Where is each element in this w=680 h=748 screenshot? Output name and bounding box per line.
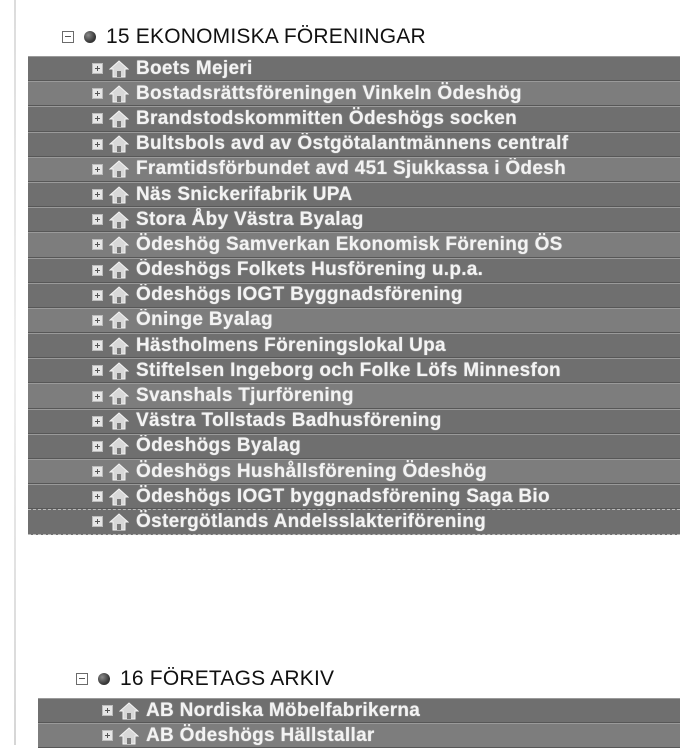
expand-icon[interactable]	[92, 416, 103, 427]
tree-item-label: Ödeshögs IOGT byggnadsförening Saga Bio	[136, 485, 550, 507]
expand-icon[interactable]	[92, 113, 103, 124]
expand-icon[interactable]	[102, 705, 113, 716]
tree-item-label: Västra Tollstads Badhusförening	[136, 410, 442, 432]
expand-icon[interactable]	[92, 466, 103, 477]
house-icon	[109, 110, 129, 128]
expand-icon[interactable]	[92, 63, 103, 74]
house-icon	[109, 311, 129, 329]
tree-item-label: Ödeshögs Folkets Husförening u.p.a.	[136, 259, 484, 281]
globe-icon	[84, 31, 96, 43]
tree-item-label: Ödeshög Samverkan Ekonomisk Förening ÖS	[136, 233, 563, 255]
expand-icon[interactable]	[92, 265, 103, 276]
group-title: 16 FÖRETAGS ARKIV	[120, 667, 335, 690]
tree-item-label: Boets Mejeri	[136, 57, 253, 79]
expand-icon[interactable]	[92, 139, 103, 150]
tree-item-label: Hästholmens Föreningslokal Upa	[136, 334, 446, 356]
tree-item[interactable]	[38, 698, 680, 723]
expand-icon[interactable]	[92, 391, 103, 402]
expand-icon[interactable]	[92, 239, 103, 250]
house-icon	[109, 135, 129, 153]
tree-item[interactable]	[28, 308, 680, 333]
house-icon	[109, 362, 129, 380]
expand-icon[interactable]	[92, 290, 103, 301]
tree-group-16	[0, 664, 680, 748]
house-icon	[109, 337, 129, 355]
tree-item-label: Stiftelsen Ingeborg och Folke Löfs Minnesfon	[136, 359, 561, 381]
house-icon	[109, 463, 129, 481]
tree-item[interactable]	[28, 459, 680, 484]
tree-item[interactable]	[28, 56, 680, 81]
house-icon	[109, 488, 129, 506]
tree-item-label: Svanshals Tjurförening	[136, 385, 354, 407]
house-icon	[109, 261, 129, 279]
tree-item-label: AB Nordiska Möbelfabrikerna	[146, 699, 421, 721]
tree-item[interactable]	[28, 258, 680, 283]
expand-icon[interactable]	[92, 315, 103, 326]
tree-item[interactable]	[28, 333, 680, 358]
house-icon	[109, 60, 129, 78]
tree-item-label: Bostadsrättsföreningen Vinkeln Ödeshög	[136, 82, 522, 104]
tree-item[interactable]	[28, 484, 680, 509]
tree-item-label: Ödeshögs Hushållsförening Ödeshög	[136, 460, 487, 482]
globe-icon	[98, 673, 110, 685]
expand-icon[interactable]	[92, 189, 103, 200]
expand-icon[interactable]	[92, 365, 103, 376]
tree-item[interactable]	[28, 81, 680, 106]
tree-item[interactable]	[28, 409, 680, 434]
tree-rows	[28, 56, 680, 535]
collapse-icon[interactable]	[76, 673, 88, 685]
tree-item-label: Bultsbols avd av Östgötalantmännens centralf	[136, 133, 569, 155]
group-title: 15 EKONOMISKA FÖRENINGAR	[106, 25, 426, 48]
tree-item[interactable]	[28, 157, 680, 182]
expand-icon[interactable]	[92, 214, 103, 225]
house-icon	[109, 286, 129, 304]
tree-rows	[38, 698, 680, 748]
expand-icon[interactable]	[92, 340, 103, 351]
tree-item[interactable]	[28, 207, 680, 232]
tree-item-label: Stora Åby Västra Byalag	[136, 208, 364, 230]
expand-icon[interactable]	[92, 491, 103, 502]
house-icon	[119, 727, 139, 745]
house-icon	[109, 513, 129, 531]
house-icon	[109, 412, 129, 430]
house-icon	[109, 437, 129, 455]
tree-item[interactable]	[28, 232, 680, 257]
tree-item[interactable]	[28, 383, 680, 408]
expand-icon[interactable]	[92, 164, 103, 175]
house-icon	[109, 186, 129, 204]
tree-item[interactable]	[38, 723, 680, 748]
tree-item-label: Brandstodskommitten Ödeshögs socken	[136, 107, 518, 129]
expand-icon[interactable]	[92, 441, 103, 452]
house-icon	[119, 702, 139, 720]
house-icon	[109, 236, 129, 254]
tree-item-label: Öninge Byalag	[136, 309, 273, 331]
expand-icon[interactable]	[102, 730, 113, 741]
expand-icon[interactable]	[92, 516, 103, 527]
tree-item-label: Ödeshögs Byalag	[136, 435, 301, 457]
house-icon	[109, 387, 129, 405]
collapse-icon[interactable]	[62, 31, 74, 43]
tree-item[interactable]	[28, 132, 680, 157]
group-header[interactable]	[0, 664, 680, 694]
tree-item-label: Östergötlands Andelsslakteriförening	[136, 510, 487, 532]
tree-item[interactable]	[28, 509, 680, 534]
house-icon	[109, 85, 129, 103]
tree-item[interactable]	[28, 106, 680, 131]
tree-item[interactable]	[28, 283, 680, 308]
tree-item[interactable]	[28, 358, 680, 383]
house-icon	[109, 211, 129, 229]
tree-item-label: Ödeshögs IOGT Byggnadsförening	[136, 284, 463, 306]
expand-icon[interactable]	[92, 88, 103, 99]
tree-item-label: AB Ödeshögs Hällstallar	[146, 724, 375, 746]
house-icon	[109, 160, 129, 178]
tree-item-label: Framtidsförbundet avd 451 Sjukkassa i Ödesh	[136, 158, 566, 180]
group-header[interactable]	[0, 22, 680, 52]
tree-item-label: Näs Snickerifabrik UPA	[136, 183, 353, 205]
tree-group-15	[0, 22, 680, 535]
tree-item[interactable]	[28, 434, 680, 459]
tree-item[interactable]	[28, 182, 680, 207]
